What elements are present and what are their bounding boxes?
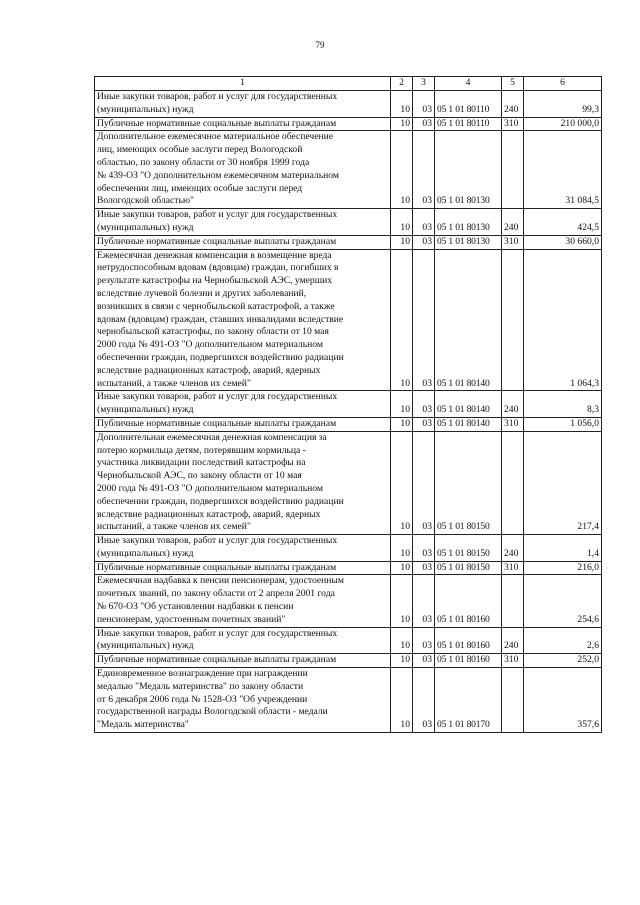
cell-target-article: 05 1 01 80150 <box>435 431 502 534</box>
cell-expense-type: 240 <box>502 535 524 562</box>
table-header-row <box>95 77 602 91</box>
cell-expense-type: 240 <box>502 209 524 236</box>
cell-subsection: 03 <box>413 235 435 249</box>
header-col-2: 2 <box>391 77 413 91</box>
cell-expense-type <box>502 131 524 209</box>
cell-target-article: 05 1 01 80160 <box>435 654 502 668</box>
cell-expense-type <box>502 431 524 534</box>
header-col-4: 4 <box>435 77 502 91</box>
cell-subsection: 03 <box>413 117 435 131</box>
table-row <box>95 391 602 418</box>
cell-section: 10 <box>391 654 413 668</box>
cell-name: Дополнительное ежемесячное материальное обеспечение лиц, имеющих особые заслуги перед Вологодской областью, по закону области от 30 ноября 1999 года № 439-ОЗ "О дополнительном ежемесячном материальном обеспечении лиц, имеющих особые заслуги перед Вологодской областью" <box>95 131 391 209</box>
cell-expense-type: 310 <box>502 561 524 575</box>
cell-subsection: 03 <box>413 249 435 391</box>
table-row <box>95 249 602 391</box>
cell-name: Ежемесячная надбавка к пенсии пенсионерам, удостоенным почетных званий, по закону области от 2 апреля 2001 года № 670-ОЗ "Об установлении надбавки к пенсии пенсионерам, удостоенным почетных званий" <box>95 575 391 627</box>
cell-section: 10 <box>391 535 413 562</box>
cell-target-article: 05 1 01 80160 <box>435 627 502 654</box>
cell-subsection: 03 <box>413 575 435 627</box>
cell-section: 10 <box>391 209 413 236</box>
cell-expense-type <box>502 575 524 627</box>
table-row <box>95 575 602 627</box>
cell-section: 10 <box>391 627 413 654</box>
cell-subsection: 03 <box>413 627 435 654</box>
cell-subsection: 03 <box>413 209 435 236</box>
cell-expense-type: 310 <box>502 654 524 668</box>
cell-section: 10 <box>391 561 413 575</box>
cell-name: Иные закупки товаров, работ и услуг для государственных (муниципальных) нужд <box>95 209 391 236</box>
table-row <box>95 417 602 431</box>
cell-expense-type: 240 <box>502 91 524 118</box>
table-row <box>95 91 602 118</box>
cell-amount: 30 660,0 <box>524 235 602 249</box>
cell-subsection: 03 <box>413 668 435 733</box>
cell-target-article: 05 1 01 80150 <box>435 535 502 562</box>
cell-name: Публичные нормативные социальные выплаты гражданам <box>95 561 391 575</box>
cell-amount: 217,4 <box>524 431 602 534</box>
budget-table <box>94 76 602 733</box>
cell-expense-type: 240 <box>502 391 524 418</box>
cell-target-article: 05 1 01 80130 <box>435 131 502 209</box>
cell-section: 10 <box>391 91 413 118</box>
table-row <box>95 654 602 668</box>
cell-section: 10 <box>391 249 413 391</box>
cell-expense-type: 310 <box>502 235 524 249</box>
cell-amount: 210 000,0 <box>524 117 602 131</box>
cell-name: Публичные нормативные социальные выплаты гражданам <box>95 654 391 668</box>
cell-amount: 1,4 <box>524 535 602 562</box>
cell-name: Иные закупки товаров, работ и услуг для государственных (муниципальных) нужд <box>95 391 391 418</box>
table-row <box>95 535 602 562</box>
header-col-6: 6 <box>524 77 602 91</box>
header-col-5: 5 <box>502 77 524 91</box>
cell-target-article: 05 1 01 80140 <box>435 417 502 431</box>
cell-expense-type: 310 <box>502 117 524 131</box>
cell-subsection: 03 <box>413 91 435 118</box>
cell-target-article: 05 1 01 80140 <box>435 249 502 391</box>
cell-target-article: 05 1 01 80170 <box>435 668 502 733</box>
cell-section: 10 <box>391 391 413 418</box>
cell-amount: 8,3 <box>524 391 602 418</box>
table-row <box>95 561 602 575</box>
cell-amount: 31 084,5 <box>524 131 602 209</box>
cell-target-article: 05 1 01 80110 <box>435 117 502 131</box>
cell-section: 10 <box>391 117 413 131</box>
cell-subsection: 03 <box>413 654 435 668</box>
cell-target-article: 05 1 01 80140 <box>435 391 502 418</box>
cell-name: Иные закупки товаров, работ и услуг для государственных (муниципальных) нужд <box>95 535 391 562</box>
cell-name: Публичные нормативные социальные выплаты гражданам <box>95 417 391 431</box>
cell-amount: 357,6 <box>524 668 602 733</box>
table-row <box>95 668 602 733</box>
cell-section: 10 <box>391 235 413 249</box>
table-row <box>95 117 602 131</box>
cell-subsection: 03 <box>413 431 435 534</box>
table-row <box>95 209 602 236</box>
header-col-1: 1 <box>95 77 391 91</box>
cell-name: Публичные нормативные социальные выплаты гражданам <box>95 117 391 131</box>
cell-subsection: 03 <box>413 131 435 209</box>
cell-name: Ежемесячная денежная компенсация в возмещение вреда нетрудоспособным вдовам (вдовцам) граждан, погибших в результате катастрофы на Чернобыльской АЭС, умерших вследствие лучевой болезни и других заболеваний, возникших в связи с чернобыльской катастрофой, а также вдовам (вдовцам) граждан, ставших инвалидами вследствие чернобыльской катастрофы, по закону области от 10 мая 2000 года № 491-ОЗ "О дополнительном материальном обеспечении граждан, подвергшихся воздействию радиации вследствие радиационных катастроф, аварий, ядерных испытаний, а также членов их семей" <box>95 249 391 391</box>
cell-section: 10 <box>391 575 413 627</box>
cell-name: Дополнительная ежемесячная денежная компенсация за потерю кормильца детям, потерявшим кормильца - участника ликвидации последствий катастрофы на Чернобыльской АЭС, по закону области от 10 мая 2000 года № 491-ОЗ "О дополнительном материальном обеспечении граждан, подвергшихся воздействию радиации вследствие радиационных катастроф, аварий, ядерных испытаний, а также членов их семей" <box>95 431 391 534</box>
table-body <box>95 77 602 733</box>
cell-section: 10 <box>391 417 413 431</box>
cell-target-article: 05 1 01 80130 <box>435 209 502 236</box>
cell-section: 10 <box>391 668 413 733</box>
cell-section: 10 <box>391 431 413 534</box>
table-row <box>95 235 602 249</box>
cell-name: Иные закупки товаров, работ и услуг для государственных (муниципальных) нужд <box>95 91 391 118</box>
cell-target-article: 05 1 01 80130 <box>435 235 502 249</box>
cell-subsection: 03 <box>413 391 435 418</box>
cell-name: Иные закупки товаров, работ и услуг для государственных (муниципальных) нужд <box>95 627 391 654</box>
cell-expense-type <box>502 668 524 733</box>
cell-amount: 99,3 <box>524 91 602 118</box>
cell-subsection: 03 <box>413 561 435 575</box>
cell-expense-type: 240 <box>502 627 524 654</box>
cell-target-article: 05 1 01 80150 <box>435 561 502 575</box>
cell-amount: 1 064,3 <box>524 249 602 391</box>
cell-name: Публичные нормативные социальные выплаты гражданам <box>95 235 391 249</box>
cell-subsection: 03 <box>413 535 435 562</box>
table-row <box>95 131 602 209</box>
cell-expense-type: 310 <box>502 417 524 431</box>
cell-subsection: 03 <box>413 417 435 431</box>
cell-amount: 2,6 <box>524 627 602 654</box>
cell-amount: 424,5 <box>524 209 602 236</box>
cell-amount: 254,6 <box>524 575 602 627</box>
cell-section: 10 <box>391 131 413 209</box>
cell-amount: 1 056,0 <box>524 417 602 431</box>
cell-amount: 216,0 <box>524 561 602 575</box>
cell-target-article: 05 1 01 80160 <box>435 575 502 627</box>
header-col-3: 3 <box>413 77 435 91</box>
cell-name: Единовременное вознаграждение при награждении медалью "Медаль материнства" по закону области от 6 декабря 2006 года № 1528-ОЗ "Об учреждении государственной награды Вологодской области - медали "Медаль материнства" <box>95 668 391 733</box>
page-number: 79 <box>315 40 325 50</box>
cell-amount: 252,0 <box>524 654 602 668</box>
cell-target-article: 05 1 01 80110 <box>435 91 502 118</box>
table-row <box>95 431 602 534</box>
cell-expense-type <box>502 249 524 391</box>
table-row <box>95 627 602 654</box>
